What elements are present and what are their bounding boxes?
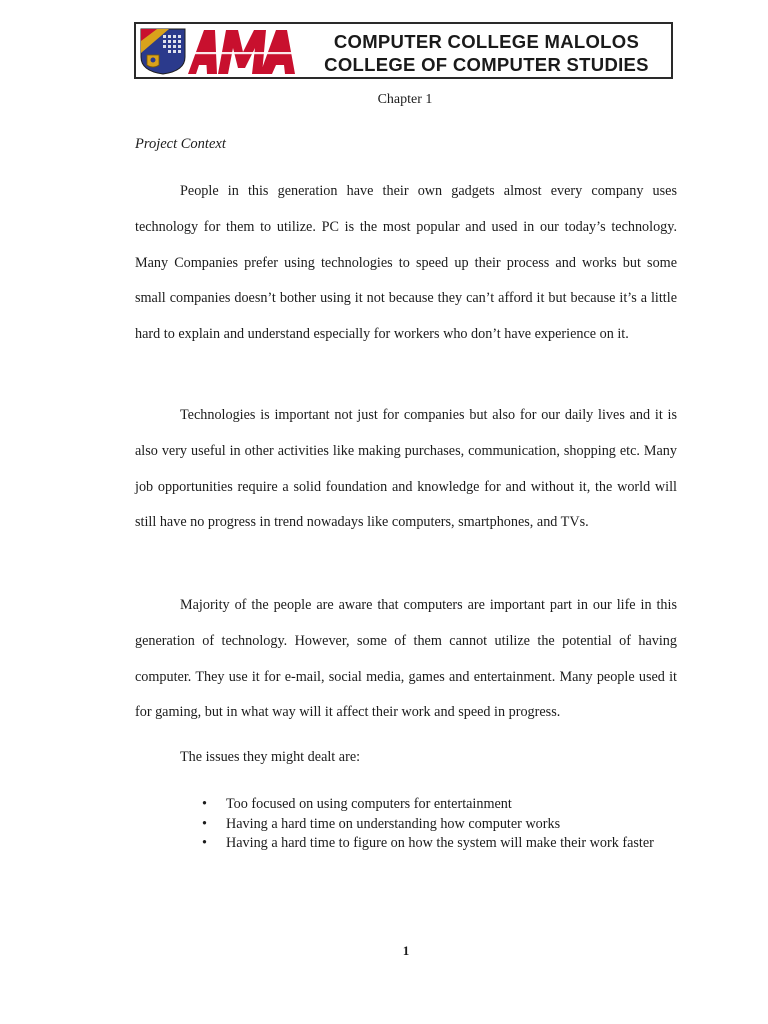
bullet-icon: • [202,835,207,851]
bullet-icon: • [202,815,207,832]
list-item-text: Having a hard time on understanding how computer works [226,815,561,832]
list-item [200,826,677,862]
page-number: 1 [402,943,410,958]
paragraph: Technologies is important not just for companies but also for our daily lives and it is also very useful in other activities like making purchases, communication, shopping etc. Many job opportunities require a solid foundation and knowledge for and without it, the world will still have no progress in trend nowadays like computers, smartphones, and TVs. [135,407,677,531]
section-title: Project Context [135,136,226,152]
header-text [304,30,669,76]
chapter-heading: Chapter 1 [377,92,433,107]
school-seal-icon [139,27,187,75]
header-banner [134,22,673,79]
ama-logo [188,28,296,75]
list-item-text: Too focused on using computers for entertainment [226,796,512,812]
paragraph: Majority of the people are aware that computers are important part in our life in this generation of technology. However, some of them cannot utilize the potential of having computer. They use it for e-mail, social media, games and entertainment. Many people used it for gaming, but in what way will it affect their work and speed in progress. [135,597,677,721]
issues-list [200,795,677,862]
list-item-text: Having a hard time to figure on how the system will make their work faster [226,835,654,851]
school-name: COMPUTER COLLEGE MALOLOS [333,31,640,52]
paragraph: People in this generation have their own gadgets almost every company uses technology for them to utilize. PC is the most popular and used in our today’s technology. Many Companies prefer using technologies to speed up their process and works but some small companies doesn’t bother using it not because they can’t afford it but because it’s a little hard to explain and understand especially for workers who don’t have experience on it. [135,183,677,343]
department-name: COLLEGE OF COMPUTER STUDIES [324,54,649,75]
issues-intro: The issues they might dealt are: [180,749,361,765]
bullet-icon: • [202,796,207,812]
list-item [200,795,677,815]
